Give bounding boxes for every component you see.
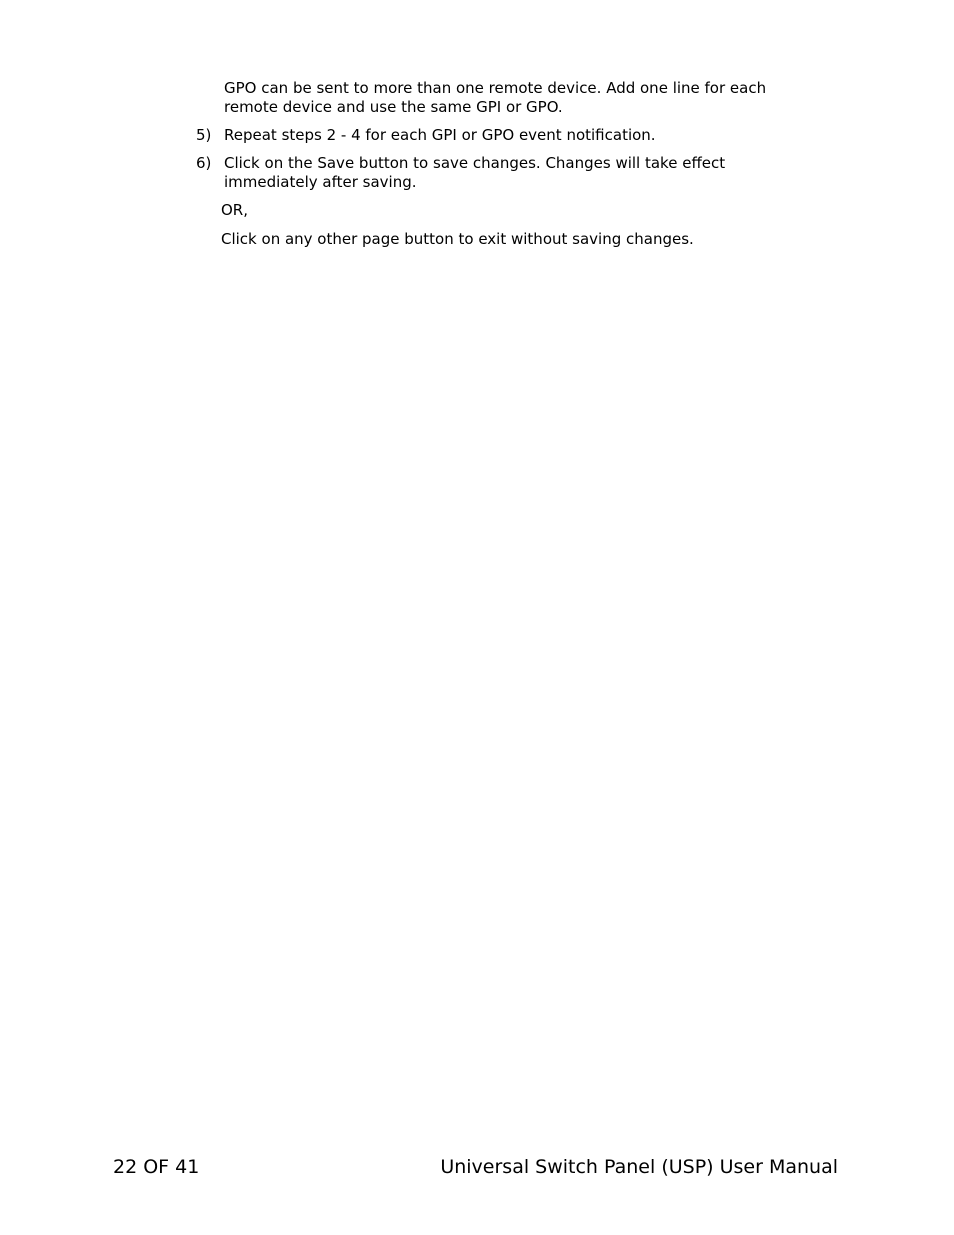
step-text [224, 126, 656, 145]
continuation-line-2: remote device and use the same GPI or GPO. [224, 98, 563, 116]
step-text [224, 154, 725, 192]
step-text-line: immediately after saving. [224, 173, 417, 191]
step-number: 5) [196, 126, 212, 144]
continuation-line-1: GPO can be sent to more than one remote device. Add one line for each [224, 79, 767, 97]
page-number: 22 OF 41 [113, 1156, 200, 1178]
step-number: 6) [196, 154, 212, 172]
or-separator: OR, [221, 201, 248, 219]
step-text-line: Click on the Save button to save changes. Changes will take effect [224, 154, 726, 172]
continuation-paragraph [224, 79, 766, 117]
step-text-line: Repeat steps 2 - 4 for each GPI or GPO event notification. [224, 126, 656, 144]
manual-title: Universal Switch Panel (USP) User Manual [440, 1156, 838, 1178]
alternative-instruction: Click on any other page button to exit without saving changes. [221, 230, 694, 248]
